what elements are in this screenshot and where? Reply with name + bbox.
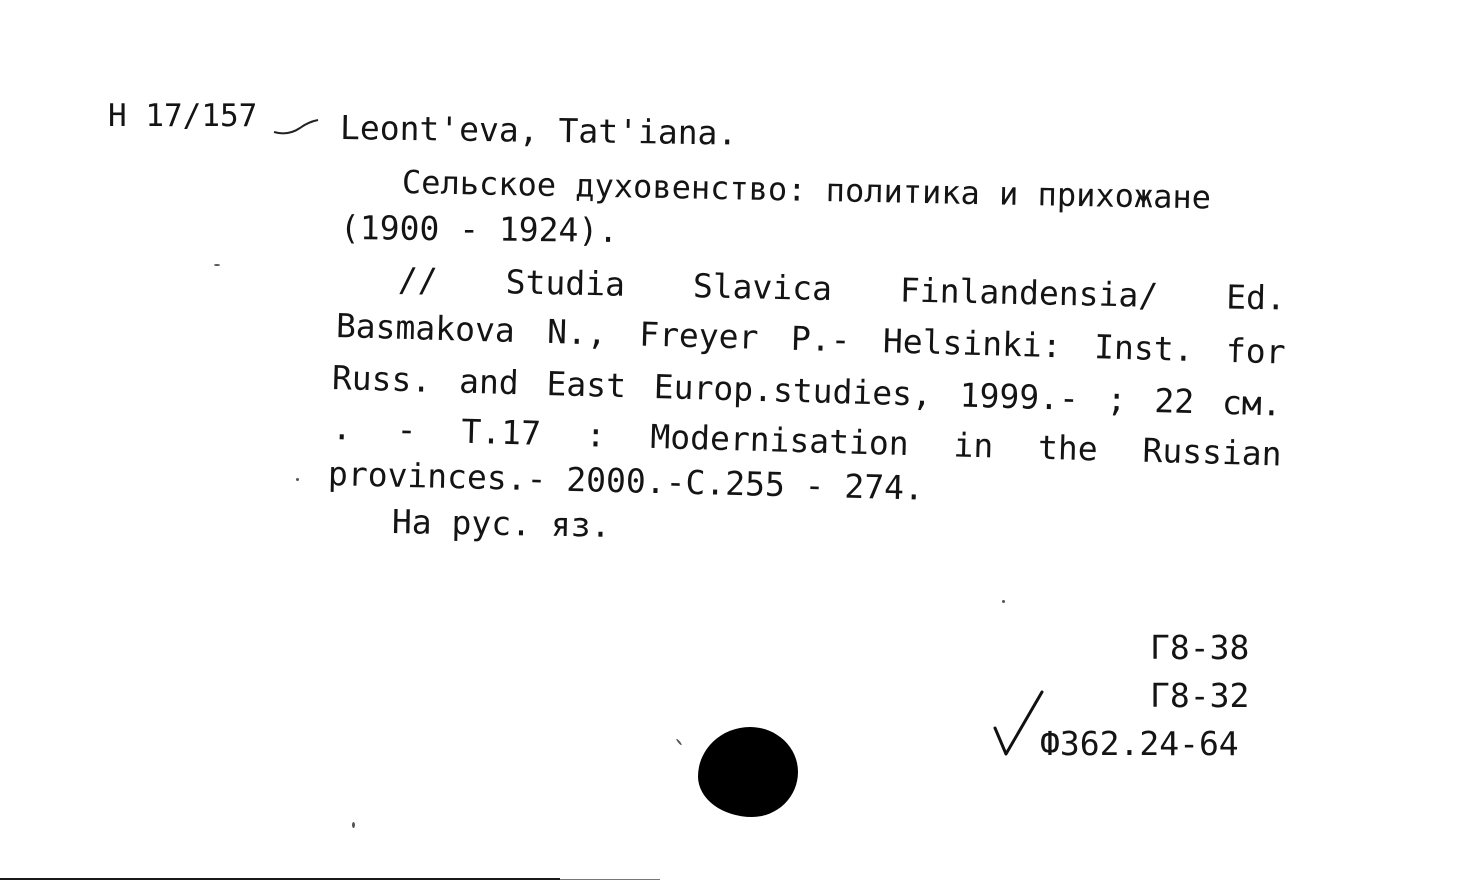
source-word: // <box>397 260 439 300</box>
source-word: Inst. <box>1093 327 1195 369</box>
title-line-1: Сельское духовенство: политика и прихожане <box>401 163 1212 217</box>
source-word: P.- <box>790 318 852 360</box>
scan-speck <box>1002 600 1005 603</box>
ink-blot <box>698 727 798 817</box>
source-word: . <box>331 408 353 448</box>
shelfmark-underline-mark <box>272 108 322 138</box>
scan-speck <box>676 738 683 745</box>
source-word: Russian <box>1142 430 1283 474</box>
scan-speck <box>296 478 299 481</box>
source-row-1 <box>398 260 1287 319</box>
source-word: Slavica <box>692 266 833 309</box>
author-heading: Leont'eva, Tat'iana. <box>339 108 738 153</box>
source-word: Basmakova <box>335 306 516 350</box>
classification-code-3: Ф362.24-64 <box>1040 724 1239 763</box>
source-word: - <box>396 409 418 450</box>
source-word: East <box>546 364 627 406</box>
source-word: 1999.- <box>959 375 1080 418</box>
shelfmark: H 17/157 <box>108 98 258 134</box>
source-word: Russ. <box>331 358 432 400</box>
source-word: Europ.studies, <box>653 366 933 414</box>
source-word: 22 <box>1153 380 1195 422</box>
source-word: Helsinki: <box>882 321 1063 366</box>
scan-speck <box>214 264 220 266</box>
source-word: Ed. <box>1225 277 1287 318</box>
title-line-2: (1900 - 1924). <box>339 208 619 250</box>
source-word: Finlandensia/ <box>899 270 1159 315</box>
source-row-5: provinces.- 2000.-C.255 - 274. <box>327 454 925 508</box>
source-word: and <box>458 361 520 403</box>
source-word: ; <box>1106 379 1128 420</box>
scan-speck <box>352 822 355 828</box>
card-bottom-edge-faint <box>560 879 660 880</box>
classification-code-1: Г8-38 <box>1150 628 1250 667</box>
language-note: На рус. яз. <box>391 502 611 545</box>
classification-code-2: Г8-32 <box>1150 676 1250 715</box>
checkmark-icon <box>992 690 1046 760</box>
source-word: the <box>1037 427 1099 469</box>
source-word: Studia <box>505 262 626 304</box>
source-word: T.17 <box>460 411 542 453</box>
source-word: in <box>952 425 994 466</box>
source-word: N., <box>546 311 608 353</box>
source-word: см. <box>1221 382 1283 424</box>
source-word: Freyer <box>638 314 760 357</box>
card-bottom-edge <box>0 878 560 880</box>
source-word: : <box>585 415 607 455</box>
source-word: for <box>1225 330 1287 372</box>
source-word: Modernisation <box>649 416 910 464</box>
